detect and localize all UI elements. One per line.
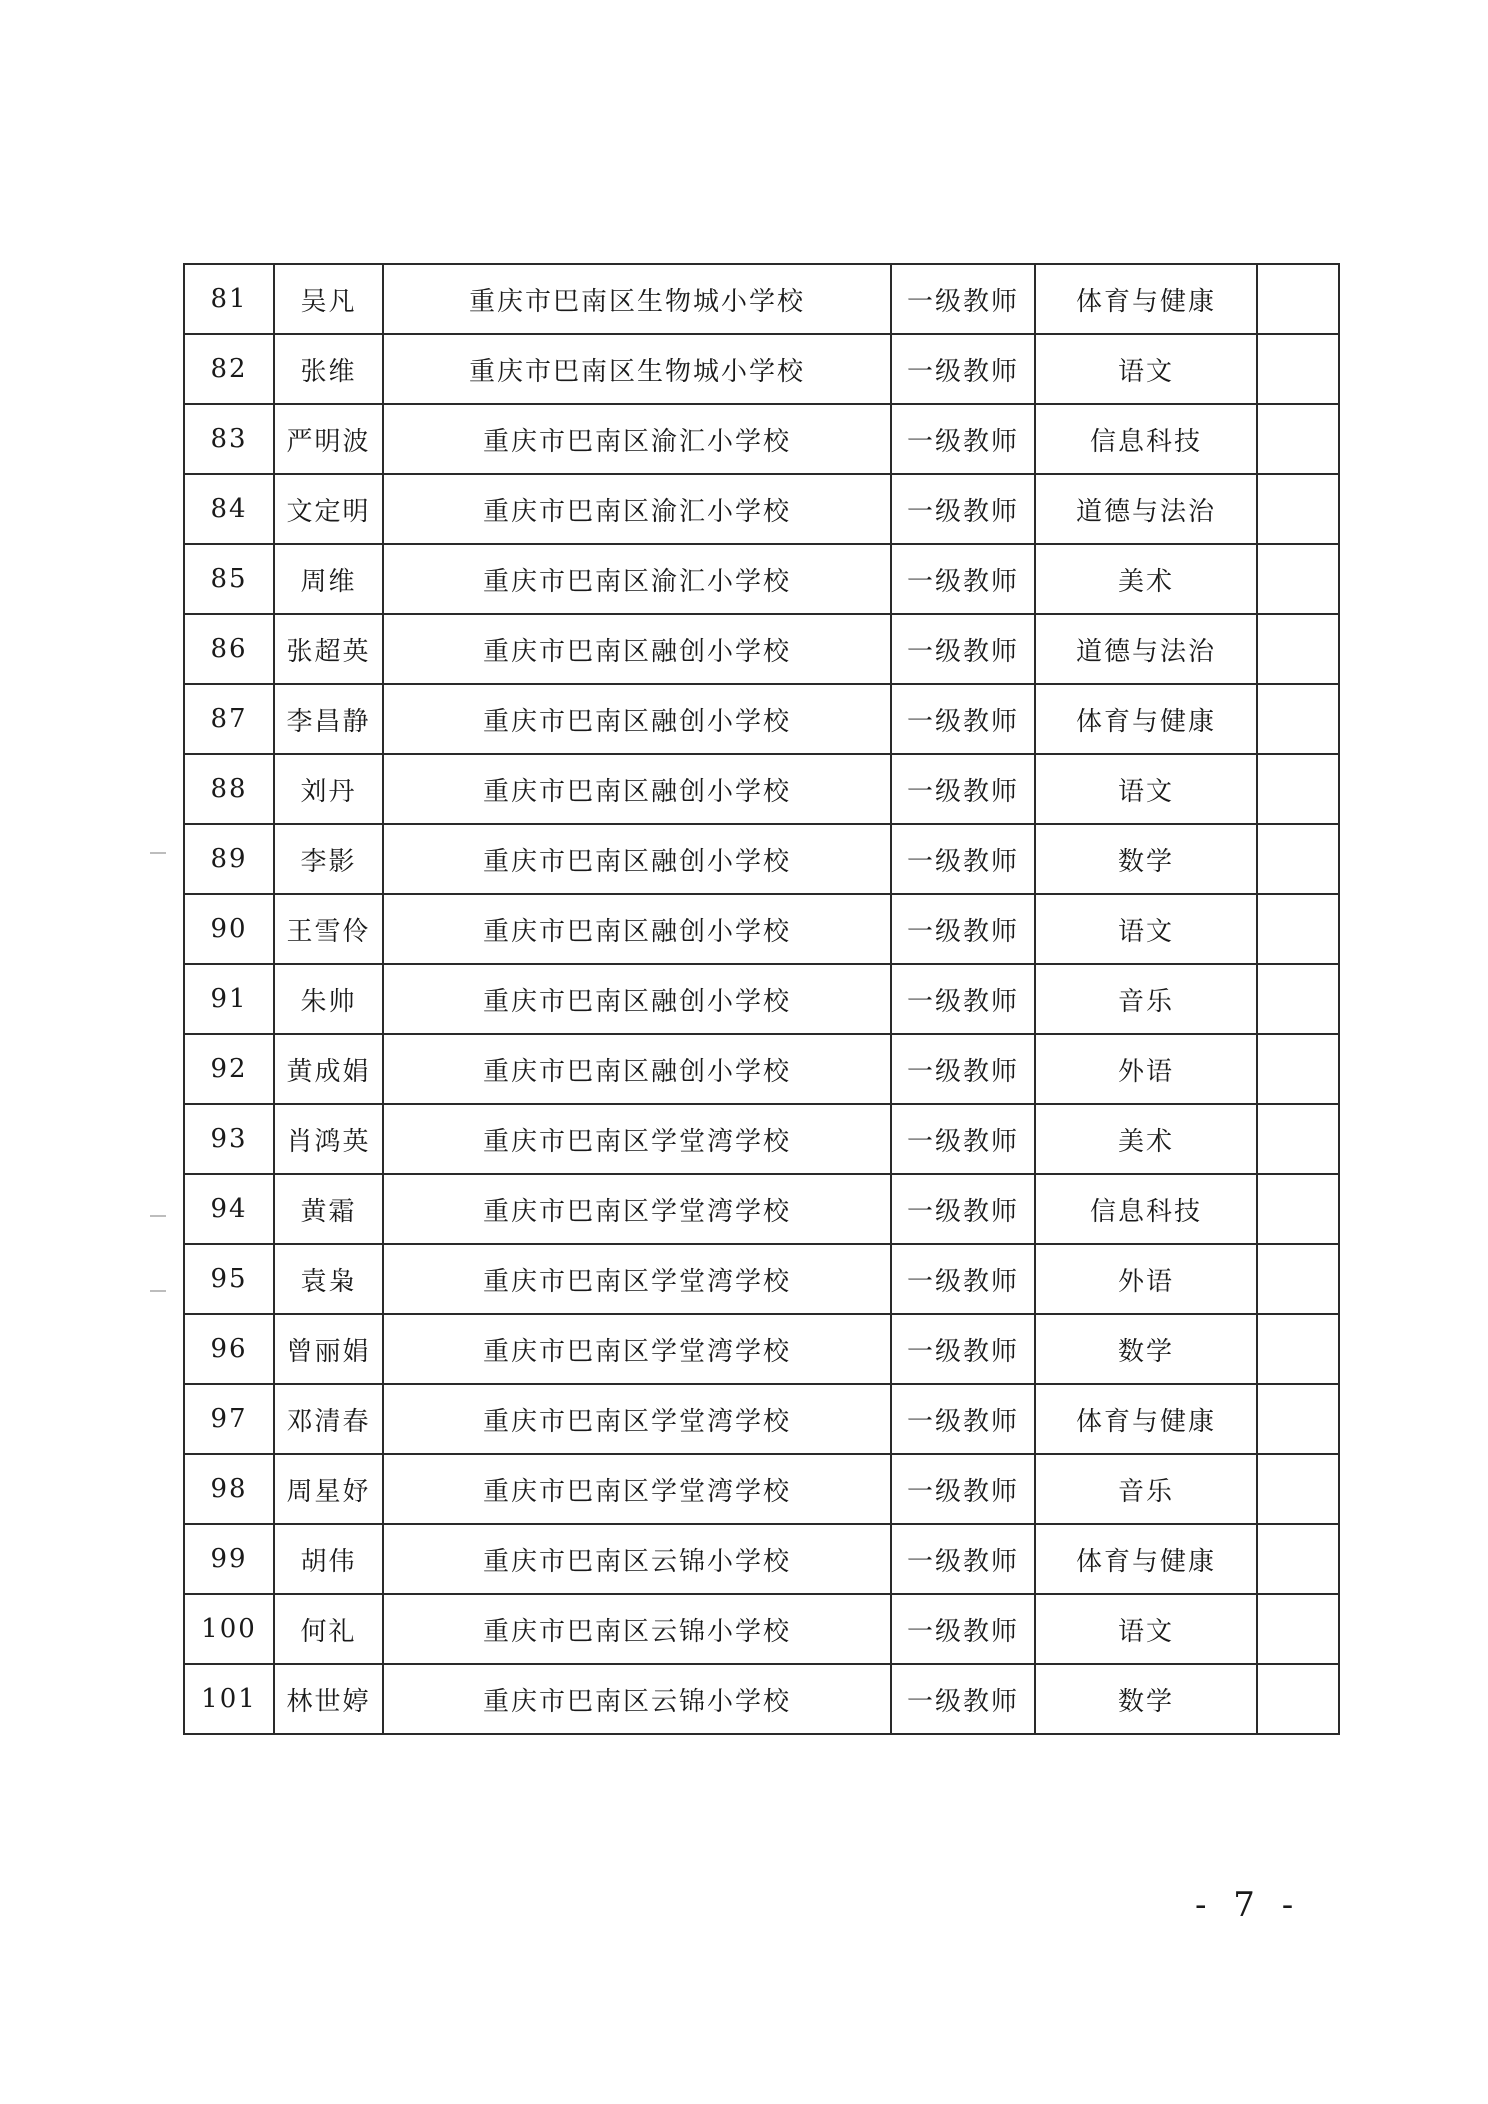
subject-cell: 数学	[1035, 1314, 1257, 1384]
title-cell: 一级教师	[891, 1454, 1035, 1524]
note-cell	[1257, 1384, 1339, 1454]
note-cell	[1257, 1104, 1339, 1174]
subject-cell: 体育与健康	[1035, 1524, 1257, 1594]
school-cell: 重庆市巴南区渝汇小学校	[383, 474, 891, 544]
row-number-cell: 89	[184, 824, 274, 894]
subject-cell: 语文	[1035, 754, 1257, 824]
title-cell: 一级教师	[891, 614, 1035, 684]
row-number-cell: 81	[184, 264, 274, 334]
subject-cell: 语文	[1035, 1594, 1257, 1664]
teacher-name-cell: 张超英	[274, 614, 383, 684]
subject-cell: 语文	[1035, 334, 1257, 404]
note-cell	[1257, 754, 1339, 824]
subject-cell: 数学	[1035, 824, 1257, 894]
row-number-cell: 83	[184, 404, 274, 474]
note-cell	[1257, 1594, 1339, 1664]
teacher-name-cell: 周维	[274, 544, 383, 614]
school-cell: 重庆市巴南区融创小学校	[383, 684, 891, 754]
row-number-cell: 86	[184, 614, 274, 684]
teacher-name-cell: 黄霜	[274, 1174, 383, 1244]
row-number-cell: 96	[184, 1314, 274, 1384]
teacher-name-cell: 黄成娟	[274, 1034, 383, 1104]
teacher-name-cell: 朱帅	[274, 964, 383, 1034]
table-row	[184, 404, 1339, 474]
school-cell: 重庆市巴南区云锦小学校	[383, 1524, 891, 1594]
teacher-name-cell: 袁枭	[274, 1244, 383, 1314]
table-row	[184, 1454, 1339, 1524]
teacher-name-cell: 张维	[274, 334, 383, 404]
table-row	[184, 824, 1339, 894]
teacher-name-cell: 李影	[274, 824, 383, 894]
table-row	[184, 1174, 1339, 1244]
teacher-name-cell: 严明波	[274, 404, 383, 474]
row-number-cell: 91	[184, 964, 274, 1034]
table-row	[184, 1384, 1339, 1454]
scan-margin-mark	[150, 1215, 166, 1217]
title-cell: 一级教师	[891, 1244, 1035, 1314]
note-cell	[1257, 824, 1339, 894]
table-row	[184, 544, 1339, 614]
subject-cell: 美术	[1035, 544, 1257, 614]
note-cell	[1257, 684, 1339, 754]
teacher-name-cell: 肖鸿英	[274, 1104, 383, 1174]
teacher-name-cell: 文定明	[274, 474, 383, 544]
subject-cell: 音乐	[1035, 964, 1257, 1034]
teacher-name-cell: 林世婷	[274, 1664, 383, 1734]
note-cell	[1257, 964, 1339, 1034]
note-cell	[1257, 1664, 1339, 1734]
school-cell: 重庆市巴南区学堂湾学校	[383, 1174, 891, 1244]
title-cell: 一级教师	[891, 964, 1035, 1034]
note-cell	[1257, 1454, 1339, 1524]
teacher-name-cell: 曾丽娟	[274, 1314, 383, 1384]
teacher-name-cell: 王雪伶	[274, 894, 383, 964]
page-number: - 7 -	[1195, 1885, 1302, 1925]
row-number-cell: 87	[184, 684, 274, 754]
subject-cell: 美术	[1035, 1104, 1257, 1174]
scan-margin-mark	[150, 1290, 166, 1292]
teacher-name-cell: 吴凡	[274, 264, 383, 334]
title-cell: 一级教师	[891, 1174, 1035, 1244]
school-cell: 重庆市巴南区生物城小学校	[383, 334, 891, 404]
title-cell: 一级教师	[891, 1104, 1035, 1174]
title-cell: 一级教师	[891, 1034, 1035, 1104]
table-row	[184, 614, 1339, 684]
title-cell: 一级教师	[891, 1524, 1035, 1594]
subject-cell: 体育与健康	[1035, 1384, 1257, 1454]
school-cell: 重庆市巴南区融创小学校	[383, 614, 891, 684]
title-cell: 一级教师	[891, 544, 1035, 614]
title-cell: 一级教师	[891, 684, 1035, 754]
note-cell	[1257, 1174, 1339, 1244]
subject-cell: 音乐	[1035, 1454, 1257, 1524]
row-number-cell: 84	[184, 474, 274, 544]
note-cell	[1257, 544, 1339, 614]
note-cell	[1257, 334, 1339, 404]
title-cell: 一级教师	[891, 824, 1035, 894]
school-cell: 重庆市巴南区生物城小学校	[383, 264, 891, 334]
row-number-cell: 97	[184, 1384, 274, 1454]
table-row	[184, 894, 1339, 964]
subject-cell: 语文	[1035, 894, 1257, 964]
row-number-cell: 101	[184, 1664, 274, 1734]
row-number-cell: 99	[184, 1524, 274, 1594]
table-row	[184, 754, 1339, 824]
school-cell: 重庆市巴南区学堂湾学校	[383, 1454, 891, 1524]
table-row	[184, 1314, 1339, 1384]
table-row	[184, 964, 1339, 1034]
school-cell: 重庆市巴南区云锦小学校	[383, 1594, 891, 1664]
title-cell: 一级教师	[891, 1314, 1035, 1384]
subject-cell: 数学	[1035, 1664, 1257, 1734]
row-number-cell: 92	[184, 1034, 274, 1104]
title-cell: 一级教师	[891, 264, 1035, 334]
table-body	[184, 264, 1339, 1734]
title-cell: 一级教师	[891, 894, 1035, 964]
scan-margin-mark	[150, 852, 166, 854]
table-row	[184, 334, 1339, 404]
row-number-cell: 88	[184, 754, 274, 824]
table-row	[184, 1594, 1339, 1664]
row-number-cell: 93	[184, 1104, 274, 1174]
title-cell: 一级教师	[891, 1594, 1035, 1664]
note-cell	[1257, 474, 1339, 544]
subject-cell: 外语	[1035, 1244, 1257, 1314]
teacher-name-cell: 周星妤	[274, 1454, 383, 1524]
teacher-name-cell: 胡伟	[274, 1524, 383, 1594]
table-row	[184, 1524, 1339, 1594]
row-number-cell: 94	[184, 1174, 274, 1244]
teacher-name-cell: 邓清春	[274, 1384, 383, 1454]
row-number-cell: 98	[184, 1454, 274, 1524]
school-cell: 重庆市巴南区云锦小学校	[383, 1664, 891, 1734]
school-cell: 重庆市巴南区学堂湾学校	[383, 1244, 891, 1314]
title-cell: 一级教师	[891, 1664, 1035, 1734]
table-row	[184, 1104, 1339, 1174]
note-cell	[1257, 894, 1339, 964]
school-cell: 重庆市巴南区学堂湾学校	[383, 1104, 891, 1174]
table-row	[184, 264, 1339, 334]
row-number-cell: 100	[184, 1594, 274, 1664]
table-row	[184, 474, 1339, 544]
subject-cell: 体育与健康	[1035, 264, 1257, 334]
table-row	[184, 1244, 1339, 1314]
teacher-name-cell: 何礼	[274, 1594, 383, 1664]
teacher-name-cell: 李昌静	[274, 684, 383, 754]
subject-cell: 外语	[1035, 1034, 1257, 1104]
note-cell	[1257, 614, 1339, 684]
school-cell: 重庆市巴南区融创小学校	[383, 1034, 891, 1104]
school-cell: 重庆市巴南区学堂湾学校	[383, 1314, 891, 1384]
school-cell: 重庆市巴南区渝汇小学校	[383, 544, 891, 614]
note-cell	[1257, 1524, 1339, 1594]
school-cell: 重庆市巴南区学堂湾学校	[383, 1384, 891, 1454]
title-cell: 一级教师	[891, 334, 1035, 404]
note-cell	[1257, 264, 1339, 334]
row-number-cell: 85	[184, 544, 274, 614]
school-cell: 重庆市巴南区融创小学校	[383, 754, 891, 824]
row-number-cell: 82	[184, 334, 274, 404]
school-cell: 重庆市巴南区渝汇小学校	[383, 404, 891, 474]
school-cell: 重庆市巴南区融创小学校	[383, 964, 891, 1034]
table-row	[184, 1034, 1339, 1104]
row-number-cell: 90	[184, 894, 274, 964]
subject-cell: 信息科技	[1035, 404, 1257, 474]
school-cell: 重庆市巴南区融创小学校	[383, 824, 891, 894]
table-row	[184, 684, 1339, 754]
title-cell: 一级教师	[891, 404, 1035, 474]
note-cell	[1257, 1244, 1339, 1314]
note-cell	[1257, 1314, 1339, 1384]
row-number-cell: 95	[184, 1244, 274, 1314]
note-cell	[1257, 404, 1339, 474]
school-cell: 重庆市巴南区融创小学校	[383, 894, 891, 964]
table-row	[184, 1664, 1339, 1734]
teacher-name-cell: 刘丹	[274, 754, 383, 824]
title-cell: 一级教师	[891, 754, 1035, 824]
title-cell: 一级教师	[891, 1384, 1035, 1454]
subject-cell: 道德与法治	[1035, 614, 1257, 684]
title-cell: 一级教师	[891, 474, 1035, 544]
note-cell	[1257, 1034, 1339, 1104]
subject-cell: 信息科技	[1035, 1174, 1257, 1244]
teacher-roster-table	[183, 263, 1340, 1735]
subject-cell: 道德与法治	[1035, 474, 1257, 544]
subject-cell: 体育与健康	[1035, 684, 1257, 754]
